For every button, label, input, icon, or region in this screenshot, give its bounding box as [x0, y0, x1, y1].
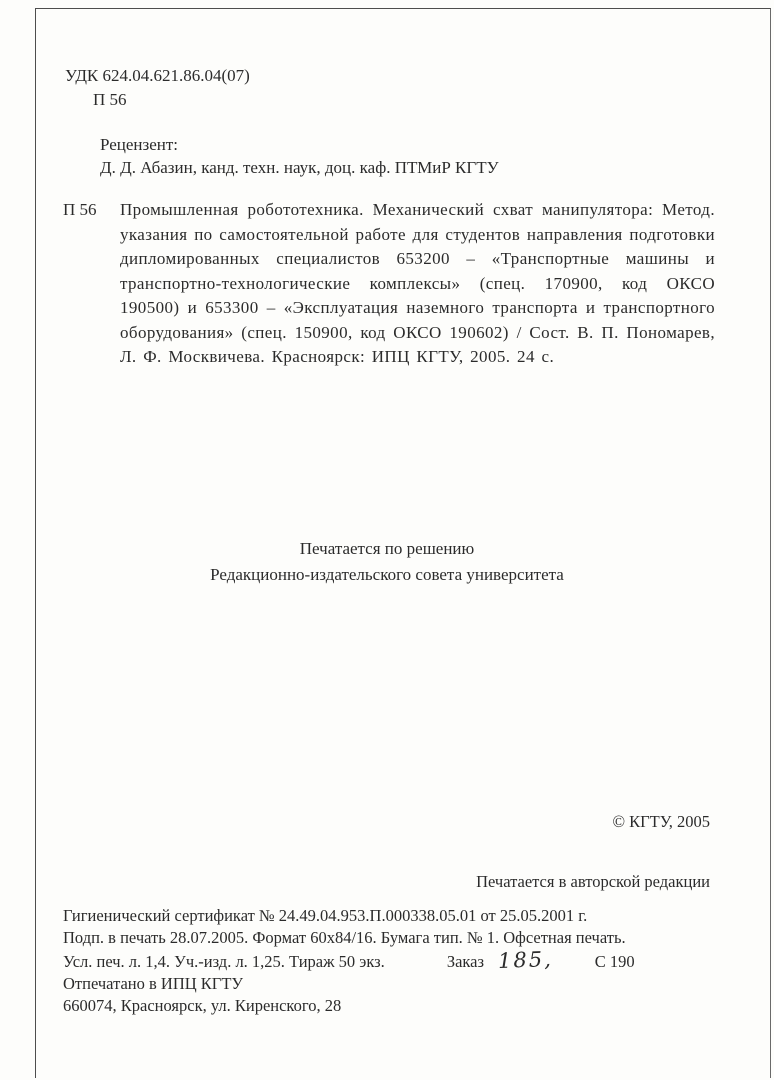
- hygiene-certificate-line: Гигиенический сертификат № 24.49.04.953.П.000338.05.01 от 25.05.2001 г.: [63, 906, 588, 925]
- decision-note: [0, 536, 774, 588]
- imprint-block: [63, 905, 723, 1017]
- volume-info: Усл. печ. л. 1,4. Уч.-изд. л. 1,25. Тираж 50 экз.: [63, 952, 385, 971]
- copyright-notice: © КГТУ, 2005: [612, 812, 710, 831]
- decision-line-2: Редакционно-издательского совета университета: [210, 565, 564, 584]
- bbk-author-sign: П 56: [93, 90, 127, 109]
- reviewer-label: Рецензент:: [100, 135, 179, 154]
- publisher-address-line: 660074, Красноярск, ул. Киренского, 28: [63, 996, 342, 1015]
- entry-annotation: Промышленная робототехника. Механический схват манипулятора: Метод. указания по самостоятельной работе для студентов направления подготовки дипломированных специалистов 653200 – «Транспортные машины и транспортно-технологические комплексы» (спец. 170900, код ОКСО 190500) и 653300 – «Эксплуатация наземного транспорта и транспортного оборудования» (спец. 150900, код ОКСО 190602) / Сост. В. П. Пономарев, Л. Ф. Москвичева. Красноярск: ИПЦ КГТУ, 2005. 24 с.: [120, 200, 715, 366]
- volume-order-line: [63, 949, 723, 973]
- bibliographic-entry: [63, 198, 715, 370]
- udk-block: [65, 64, 250, 112]
- reviewer-name: Д. Д. Абазин, канд. техн. наук, доц. каф. ПТМиР КГТУ: [100, 158, 499, 177]
- entry-code: П 56: [63, 200, 97, 219]
- author-edition-note: Печатается в авторской редакции: [476, 872, 710, 891]
- printed-at-line: Отпечатано в ИПЦ КГТУ: [63, 974, 244, 993]
- order-number-handwritten: 185,: [497, 947, 554, 973]
- print-info-line: Подп. в печать 28.07.2005. Формат 60х84/16. Бумага тип. № 1. Офсетная печать.: [63, 928, 626, 947]
- reviewer-block: [100, 133, 499, 179]
- order-label: Заказ: [446, 952, 485, 971]
- c-number: С 190: [594, 952, 635, 971]
- decision-line-1: Печатается по решению: [299, 539, 475, 558]
- udk-number: УДК 624.04.621.86.04(07): [65, 66, 250, 85]
